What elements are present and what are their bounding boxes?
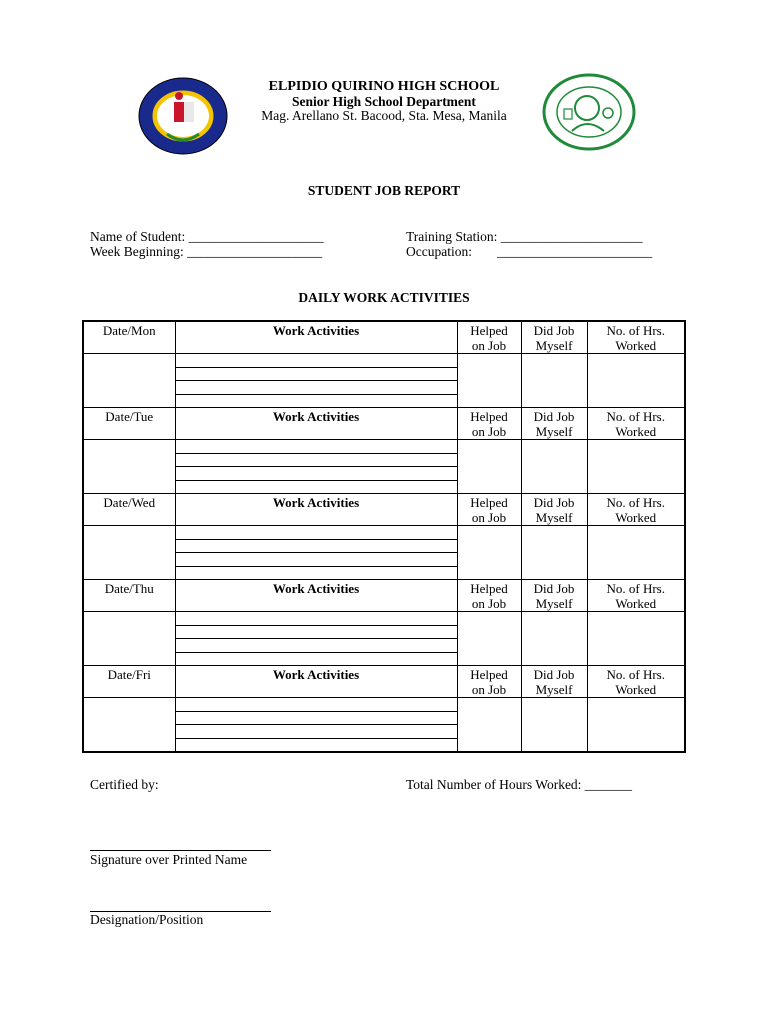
day-header-row	[83, 408, 685, 440]
write-line[interactable]	[176, 354, 457, 368]
day-label: Date/Tue	[83, 408, 175, 440]
write-line[interactable]	[176, 653, 457, 666]
write-line[interactable]	[176, 698, 457, 712]
write-line[interactable]	[176, 440, 457, 454]
week-beginning-field[interactable]: Week Beginning: ____________________	[90, 244, 323, 259]
hours-worked-cell[interactable]	[587, 612, 685, 666]
helped-on-job-cell[interactable]	[457, 526, 521, 580]
work-activities-header: Work Activities	[175, 580, 457, 612]
write-line[interactable]	[176, 639, 457, 653]
day-entry-row	[83, 354, 685, 408]
date-cell[interactable]	[83, 612, 175, 666]
report-title: STUDENT JOB REPORT	[307, 183, 461, 198]
name-of-student-field[interactable]: Name of Student: ____________________	[90, 229, 324, 244]
write-line[interactable]	[176, 381, 457, 395]
hours-worked-cell[interactable]	[587, 526, 685, 580]
write-line[interactable]	[176, 567, 457, 580]
work-activities-cell[interactable]	[175, 440, 457, 494]
total-hours-field[interactable]: Total Number of Hours Worked: _______	[406, 777, 633, 792]
work-activities-header: Work Activities	[175, 321, 457, 354]
did-job-myself-header: Did Job Myself	[521, 494, 587, 526]
write-line[interactable]	[176, 481, 457, 494]
hours-worked-cell[interactable]	[587, 354, 685, 408]
day-label: Date/Fri	[83, 666, 175, 698]
write-line[interactable]	[176, 553, 457, 567]
day-entry-row	[83, 440, 685, 494]
occupation-label: Occupation:	[406, 244, 472, 259]
hours-worked-cell[interactable]	[587, 440, 685, 494]
day-label: Date/Mon	[83, 321, 175, 354]
certified-by-label: Certified by:	[90, 777, 159, 792]
school-address: Mag. Arellano St. Bacood, Sta. Mesa, Manila	[261, 108, 507, 123]
work-activities-cell[interactable]	[175, 354, 457, 408]
helped-on-job-cell[interactable]	[457, 440, 521, 494]
hours-worked-header: No. of Hrs. Worked	[587, 580, 685, 612]
write-line[interactable]	[176, 725, 457, 739]
section-title: DAILY WORK ACTIVITIES	[298, 290, 470, 305]
did-job-myself-header: Did Job Myself	[521, 408, 587, 440]
helped-on-job-header: Helped on Job	[457, 494, 521, 526]
did-job-myself-cell[interactable]	[521, 354, 587, 408]
did-job-myself-cell[interactable]	[521, 440, 587, 494]
did-job-myself-cell[interactable]	[521, 526, 587, 580]
work-activities-cell[interactable]	[175, 698, 457, 753]
helped-on-job-header: Helped on Job	[457, 580, 521, 612]
date-cell[interactable]	[83, 698, 175, 753]
day-header-row	[83, 580, 685, 612]
school-name: ELPIDIO QUIRINO HIGH SCHOOL	[268, 79, 500, 94]
hours-worked-header: No. of Hrs. Worked	[587, 494, 685, 526]
hours-worked-header: No. of Hrs. Worked	[587, 321, 685, 354]
day-header-row	[83, 321, 685, 354]
write-line[interactable]	[176, 454, 457, 468]
helped-on-job-header: Helped on Job	[457, 408, 521, 440]
day-entry-row	[83, 698, 685, 753]
write-line[interactable]	[176, 368, 457, 382]
signature-line[interactable]	[90, 850, 271, 851]
did-job-myself-header: Did Job Myself	[521, 321, 587, 354]
helped-on-job-header: Helped on Job	[457, 321, 521, 354]
write-line[interactable]	[176, 739, 457, 752]
helped-on-job-cell[interactable]	[457, 354, 521, 408]
department-name: Senior High School Department	[292, 94, 476, 109]
did-job-myself-cell[interactable]	[521, 698, 587, 753]
hours-worked-header: No. of Hrs. Worked	[587, 666, 685, 698]
did-job-myself-header: Did Job Myself	[521, 666, 587, 698]
work-activities-cell[interactable]	[175, 612, 457, 666]
write-line[interactable]	[176, 467, 457, 481]
work-activities-header: Work Activities	[175, 494, 457, 526]
day-entry-row	[83, 612, 685, 666]
write-line[interactable]	[176, 626, 457, 640]
hours-worked-header: No. of Hrs. Worked	[587, 408, 685, 440]
write-line[interactable]	[176, 540, 457, 554]
date-cell[interactable]	[83, 440, 175, 494]
write-line[interactable]	[176, 526, 457, 540]
occupation-field[interactable]: _______________________	[497, 244, 653, 259]
day-label: Date/Thu	[83, 580, 175, 612]
hours-worked-cell[interactable]	[587, 698, 685, 753]
write-line[interactable]	[176, 612, 457, 626]
helped-on-job-cell[interactable]	[457, 612, 521, 666]
helped-on-job-cell[interactable]	[457, 698, 521, 753]
work-activities-header: Work Activities	[175, 408, 457, 440]
work-activities-cell[interactable]	[175, 526, 457, 580]
designation-label: Designation/Position	[90, 912, 204, 927]
training-station-field[interactable]: Training Station: _____________________	[406, 229, 643, 244]
work-activities-header: Work Activities	[175, 666, 457, 698]
did-job-myself-header: Did Job Myself	[521, 580, 587, 612]
daily-activities-table	[82, 320, 686, 753]
day-label: Date/Wed	[83, 494, 175, 526]
write-line[interactable]	[176, 712, 457, 726]
day-header-row	[83, 666, 685, 698]
helped-on-job-header: Helped on Job	[457, 666, 521, 698]
date-cell[interactable]	[83, 354, 175, 408]
day-header-row	[83, 494, 685, 526]
day-entry-row	[83, 526, 685, 580]
date-cell[interactable]	[83, 526, 175, 580]
did-job-myself-cell[interactable]	[521, 612, 587, 666]
signature-label: Signature over Printed Name	[90, 852, 248, 867]
write-line[interactable]	[176, 395, 457, 408]
